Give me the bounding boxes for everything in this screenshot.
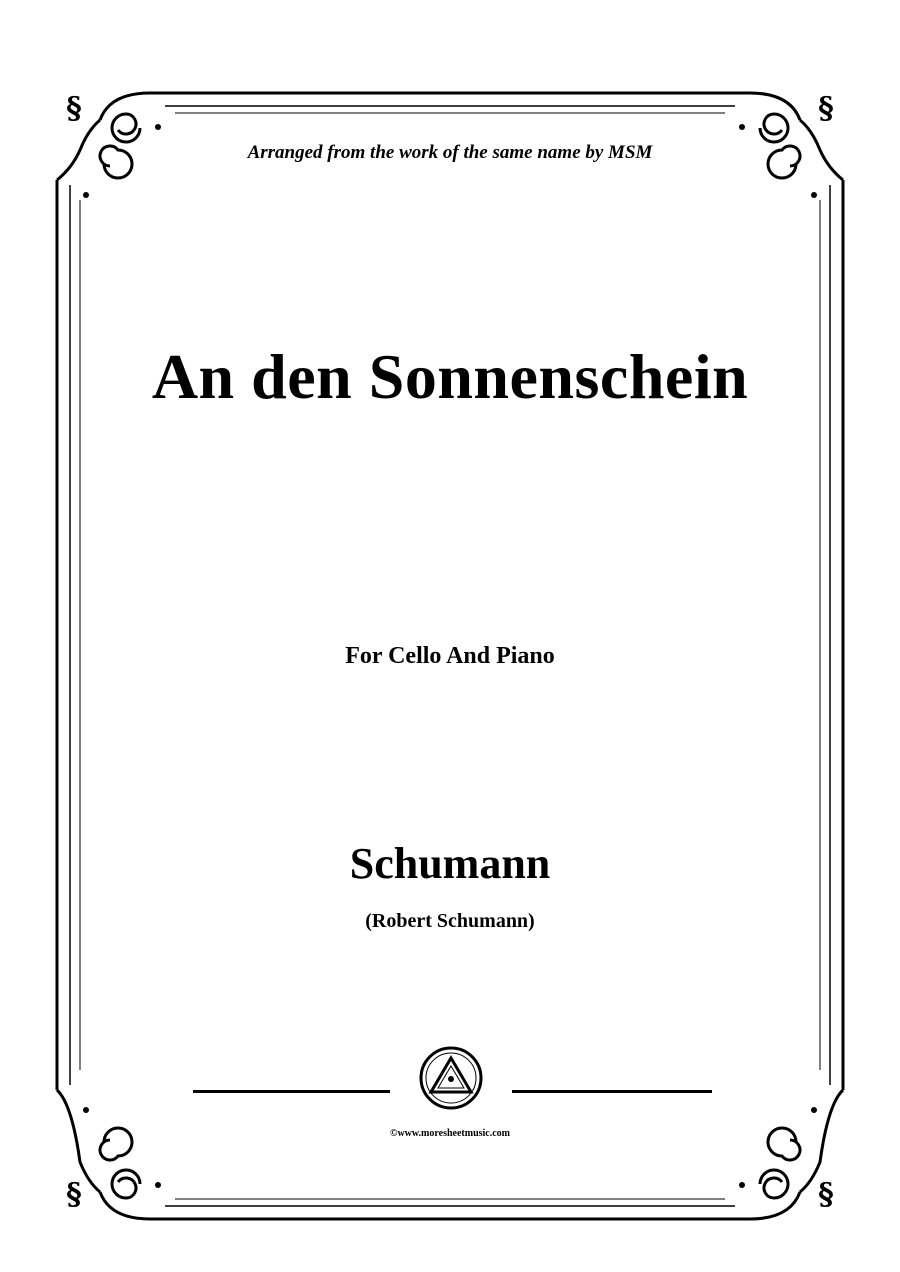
arrangement-note: Arranged from the work of the same name by MSM (247, 142, 653, 163)
instrumentation: For Cello And Piano (345, 643, 555, 669)
piece-title: An den Sonnenschein (151, 341, 749, 412)
corner-ornament-icon: § (66, 91, 82, 126)
composer-name: Schumann (349, 839, 551, 888)
corner-ornament-icon: § (818, 1177, 834, 1212)
publisher-logo-icon (419, 1046, 483, 1110)
corner-ornament-icon: § (66, 1177, 82, 1212)
website-credit: ©www.moresheetmusic.com (389, 1128, 511, 1139)
footer-rule-left (193, 1090, 390, 1093)
corner-ornament-icon: § (818, 91, 834, 126)
composer-full-name: (Robert Schumann) (365, 910, 535, 932)
footer-rule-right (512, 1090, 712, 1093)
